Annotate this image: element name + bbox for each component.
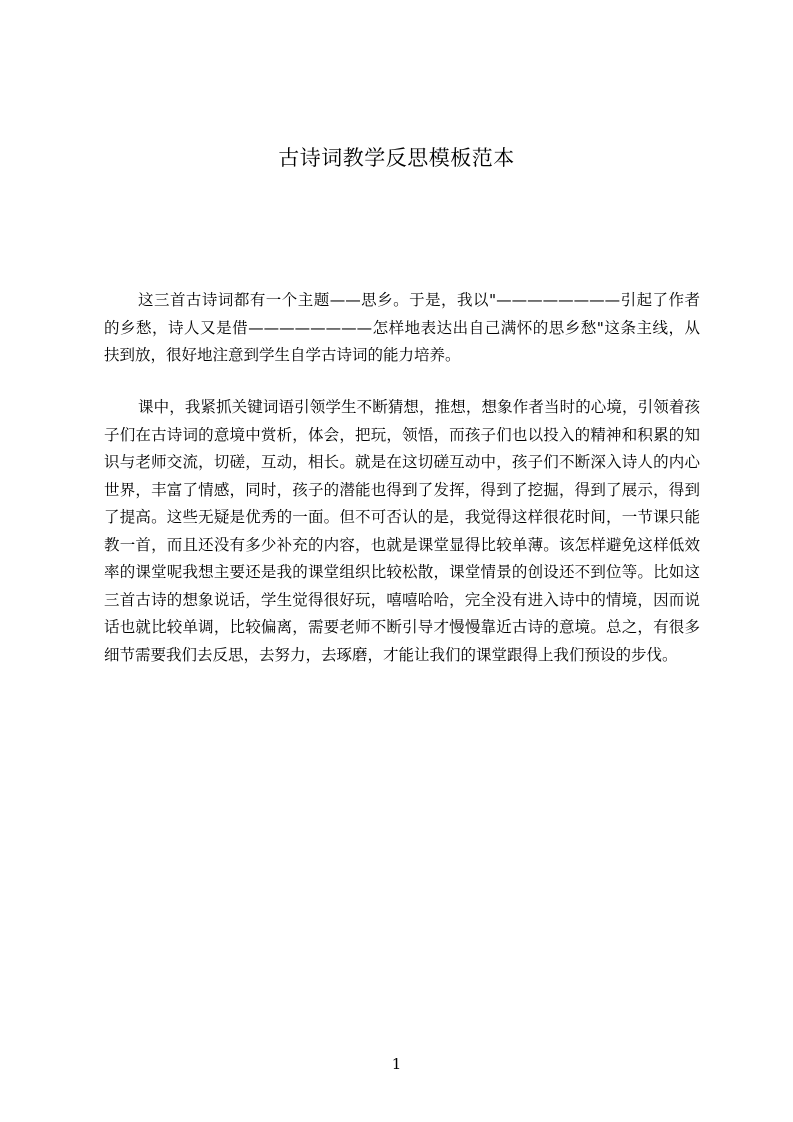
document-title: 古诗词教学反思模板范本 [278,146,515,170]
paragraph-2: 课中，我紧抓关键词语引领学生不断猜想，推想，想象作者当时的心境，引领着孩子们在古诗词的意境中赏析，体会，把玩，领悟，而孩子们也以投入的精神和积累的知识与老师交流，切磋，互动，相长。就是在这切磋互动中，孩子们不断深入诗人的内心世界，丰富了情感，同时，孩子的潜能也得到了发挥，得到了挖掘，得到了展示，得到了提高。这些无疑是优秀的一面。但不可否认的是，我觉得这样很花时间，一节课只能教一首，而且还没有多少补充的内容，也就是课堂显得比较单薄。该怎样避免这样低效率的课堂呢我想主要还是我的课堂组织比较松散，课堂情景的创设还不到位等。比如这三首古诗的想象说话，学生觉得很好玩，嘻嘻哈哈，完全没有进入诗中的情境，因而说话也就比较单调，比较偏离，需要老师不断引导才慢慢靠近古诗的意境。总之，有很多细节需要我们去反思，去努力，去琢磨，才能让我们的课堂跟得上我们预设的步伐。 [104,398,700,664]
page-number: 1 [391,1055,402,1073]
paragraph-1: 这三首古诗词都有一个主题——思乡。于是，我以"————————引起了作者的乡愁，诗人又是借————————怎样地表达出自己满怀的思乡愁"这条主线，从扶到放，很好地注意到学生自学古诗词的能力培养。 [104,291,700,364]
